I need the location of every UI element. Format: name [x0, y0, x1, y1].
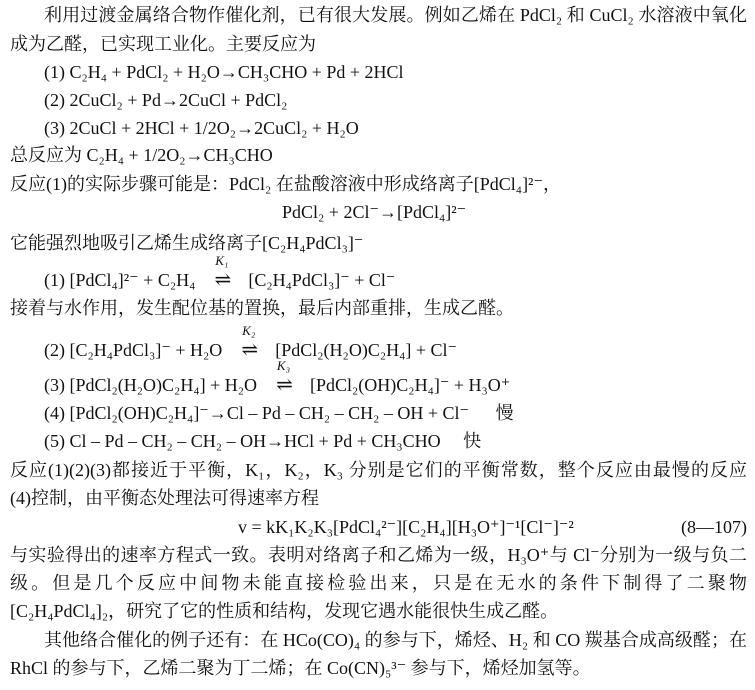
paragraph-4-line-1: 其他络合催化的例子还有：在 HCo(CO)₄ 的参与下，烯烃、H₂ 和 CO 羰基合成高级醛；在	[44, 630, 747, 650]
step-4-equation	[44, 402, 514, 424]
step-2-products: [PdCl₂(H₂O)C₂H₄] + Cl⁻	[275, 340, 458, 360]
paragraph-2-line-2: (4)控制，由平衡态处理法可得速率方程	[10, 488, 319, 508]
step-intro: 反应(1)的实际步骤可能是：PdCl₂ 在盐酸溶液中形成络离子[PdCl₄]²⁻，	[10, 174, 561, 194]
main-reaction-2: (2) 2CuCl₂ + Pd→2CuCl + PdCl₂	[44, 90, 288, 110]
equilibrium-arrow	[200, 253, 244, 291]
step-2-equation	[44, 323, 458, 361]
step-3-products: [PdCl₂(OH)C₂H₄]⁻ + H₃O⁺	[310, 375, 511, 395]
equilibrium-arrow-icon: ⇌	[241, 339, 257, 361]
step-1-reactants: (1) [PdCl₄]²⁻ + C₂H₄	[44, 270, 196, 290]
equilibrium-arrow	[262, 358, 306, 396]
ethylene-attraction-text: 它能强烈地吸引乙烯生成络离子[C₂H₄PdCl₃]⁻	[10, 233, 364, 253]
step-4-rate-note: 慢	[495, 403, 514, 423]
step-5-equation	[44, 430, 481, 452]
paragraph-2-line-1: 反应(1)(2)(3)都接近于平衡，K₁，K₂，K₃ 分别是它们的平衡常数，整个反应由最慢的反应	[10, 460, 747, 480]
overall-reaction: 总反应为 C₂H₄ + 1/2O₂→CH₃CHO	[10, 145, 273, 165]
equation-number: (8—107)	[681, 517, 747, 537]
k2-label: K₂	[242, 323, 256, 338]
paragraph-3-line-2: 级。但是几个反应中间物未能直接检验出来，只是在无水的条件下制得了二聚物	[10, 573, 747, 593]
equilibrium-arrow-icon: ⇌	[214, 269, 230, 291]
paragraph-3-line-1: 与实验得出的速率方程式一致。表明对络离子和乙烯为一级，H₃O⁺与 Cl⁻分别为一级与负二	[10, 545, 747, 565]
rate-equation: v = kK₁K₂K₃[PdCl₄²⁻][C₂H₄][H₃O⁺]⁻¹[Cl⁻]⁻²	[238, 517, 574, 537]
step-1-products: [C₂H₄PdCl₃]⁻ + Cl⁻	[248, 270, 396, 290]
paragraph-1-line-1: 利用过渡金属络合物作催化剂，已有很大发展。例如乙烯在 PdCl₂ 和 CuCl₂ 水溶液中氧化	[44, 5, 747, 25]
paragraph-4-line-2: RhCl 的参与下，乙烯二聚为丁二烯；在 Co(CN)₅³⁻ 参与下，烯烃加氢等。	[10, 658, 591, 678]
main-reaction-1: (1) C₂H₄ + PdCl₂ + H₂O→CH₃CHO + Pd + 2HCl	[44, 62, 404, 82]
step-3-equation	[44, 358, 511, 396]
step-1-equation	[44, 253, 396, 291]
step-4-eq: (4) [PdCl₂(OH)C₂H₄]⁻→Cl – Pd – CH₂ – CH₂ – OH + Cl⁻	[44, 403, 470, 423]
k1-label: K₁	[215, 253, 229, 268]
equilibrium-arrow-icon: ⇌	[276, 374, 291, 396]
complex-formation-equation: PdCl₂ + 2Cl⁻→[PdCl₄]²⁻	[282, 202, 467, 222]
step-3-reactants: (3) [PdCl₂(H₂O)C₂H₄] + H₂O	[44, 375, 258, 395]
paragraph-1-line-2: 成为乙醛，已实现工业化。主要反应为	[10, 34, 316, 54]
main-reaction-3: (3) 2CuCl + 2HCl + 1/2O₂→2CuCl₂ + H₂O	[44, 118, 359, 138]
equilibrium-arrow	[227, 323, 271, 361]
paragraph-3-line-3: [C₂H₄PdCl₄]₂，研究了它的性质和结构，发现它遇水能很快生成乙醛。	[10, 601, 559, 621]
water-reaction-text: 接着与水作用，发生配位基的置换，最后内部重排，生成乙醛。	[10, 298, 514, 318]
step-5-rate-note: 快	[463, 431, 482, 451]
step-5-eq: (5) Cl – Pd – CH₂ – CH₂ – OH→HCl + Pd + CH₃CHO	[44, 431, 441, 451]
k3-label: K₃	[276, 358, 291, 373]
step-2-reactants: (2) [C₂H₄PdCl₃]⁻ + H₂O	[44, 340, 223, 360]
